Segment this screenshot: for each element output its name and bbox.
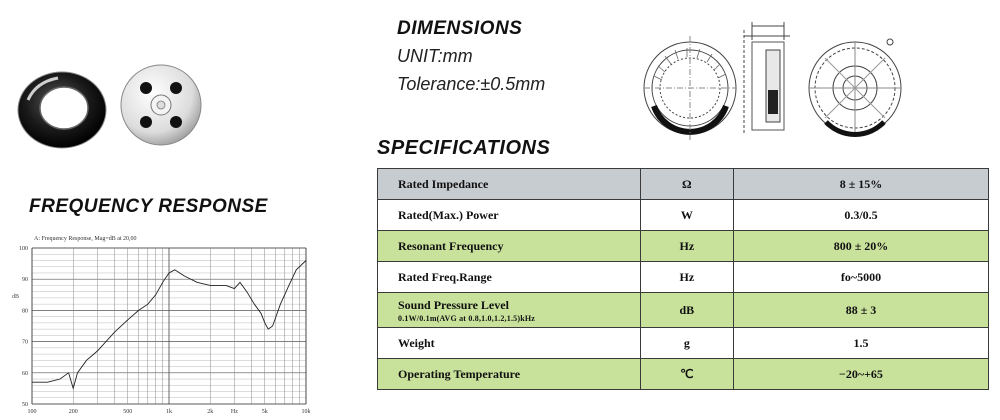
x-tick-label: 100 <box>27 409 37 415</box>
dimensions-tolerance: Tolerance:±0.5mm <box>397 74 546 94</box>
y-tick-label: 80 <box>22 308 28 315</box>
x-tick-label: 5k <box>261 409 268 415</box>
table-row <box>378 328 989 359</box>
specifications-table <box>377 168 989 390</box>
table-row <box>378 169 989 200</box>
x-tick-label: 200 <box>68 409 78 415</box>
param-cell: Rated Impedance <box>378 169 641 200</box>
x-tick-label: Hz <box>230 409 238 415</box>
y-tick-label: 50 <box>22 402 28 408</box>
dimension-drawing <box>640 6 940 156</box>
param-cell: Operating Temperature <box>378 359 641 390</box>
unit-cell: dB <box>640 293 733 328</box>
param-sublabel: 0.1W/0.1m(AVG at 0.8,1.0,1.2,1.5)kHz <box>398 313 536 323</box>
y-tick-label: 60 <box>22 370 28 377</box>
x-tick-label: 2k <box>207 409 214 415</box>
value-cell: 8 ± 15% <box>733 169 988 200</box>
table-row <box>378 262 989 293</box>
x-tick-label: 10k <box>301 409 310 415</box>
specifications-heading: SPECIFICATIONS <box>377 137 551 159</box>
unit-cell: W <box>640 200 733 231</box>
y-tick-label: 70 <box>22 339 28 346</box>
table-row <box>378 359 989 390</box>
table-row <box>378 293 989 328</box>
speaker-back-photo <box>118 62 204 148</box>
value-cell: 800 ± 20% <box>733 231 988 262</box>
value-cell: 0.3/0.5 <box>733 200 988 231</box>
x-tick-label: 1k <box>166 409 172 415</box>
dimensions-unit: UNIT:mm <box>397 46 473 66</box>
y-tick-label: 100 <box>19 246 28 252</box>
param-cell <box>378 293 641 328</box>
value-cell: −20~+65 <box>733 359 988 390</box>
dimensions-heading: DIMENSIONS <box>397 18 523 39</box>
unit-cell: Hz <box>640 262 733 293</box>
table-row <box>378 231 989 262</box>
frequency-response-chart <box>10 232 310 418</box>
table-row <box>378 200 989 231</box>
unit-cell: g <box>640 328 733 359</box>
param-label: Sound Pressure Level <box>398 297 509 312</box>
y-axis-unit: dB <box>12 294 20 300</box>
unit-cell: Ω <box>640 169 733 200</box>
param-cell: Rated(Max.) Power <box>378 200 641 231</box>
graph-caption: A: Frequency Response, Mag=dB at 20,00 <box>34 236 137 242</box>
speaker-front-photo <box>14 70 114 150</box>
frequency-response-heading: FREQUENCY RESPONSE <box>29 196 268 217</box>
param-cell: Rated Freq.Range <box>378 262 641 293</box>
x-tick-label: 500 <box>123 409 133 415</box>
param-cell: Weight <box>378 328 641 359</box>
y-tick-label: 90 <box>22 277 28 284</box>
value-cell: fo~5000 <box>733 262 988 293</box>
unit-cell: ℃ <box>640 359 733 390</box>
value-cell: 88 ± 3 <box>733 293 988 328</box>
value-cell: 1.5 <box>733 328 988 359</box>
unit-cell: Hz <box>640 231 733 262</box>
param-cell: Resonant Frequency <box>378 231 641 262</box>
